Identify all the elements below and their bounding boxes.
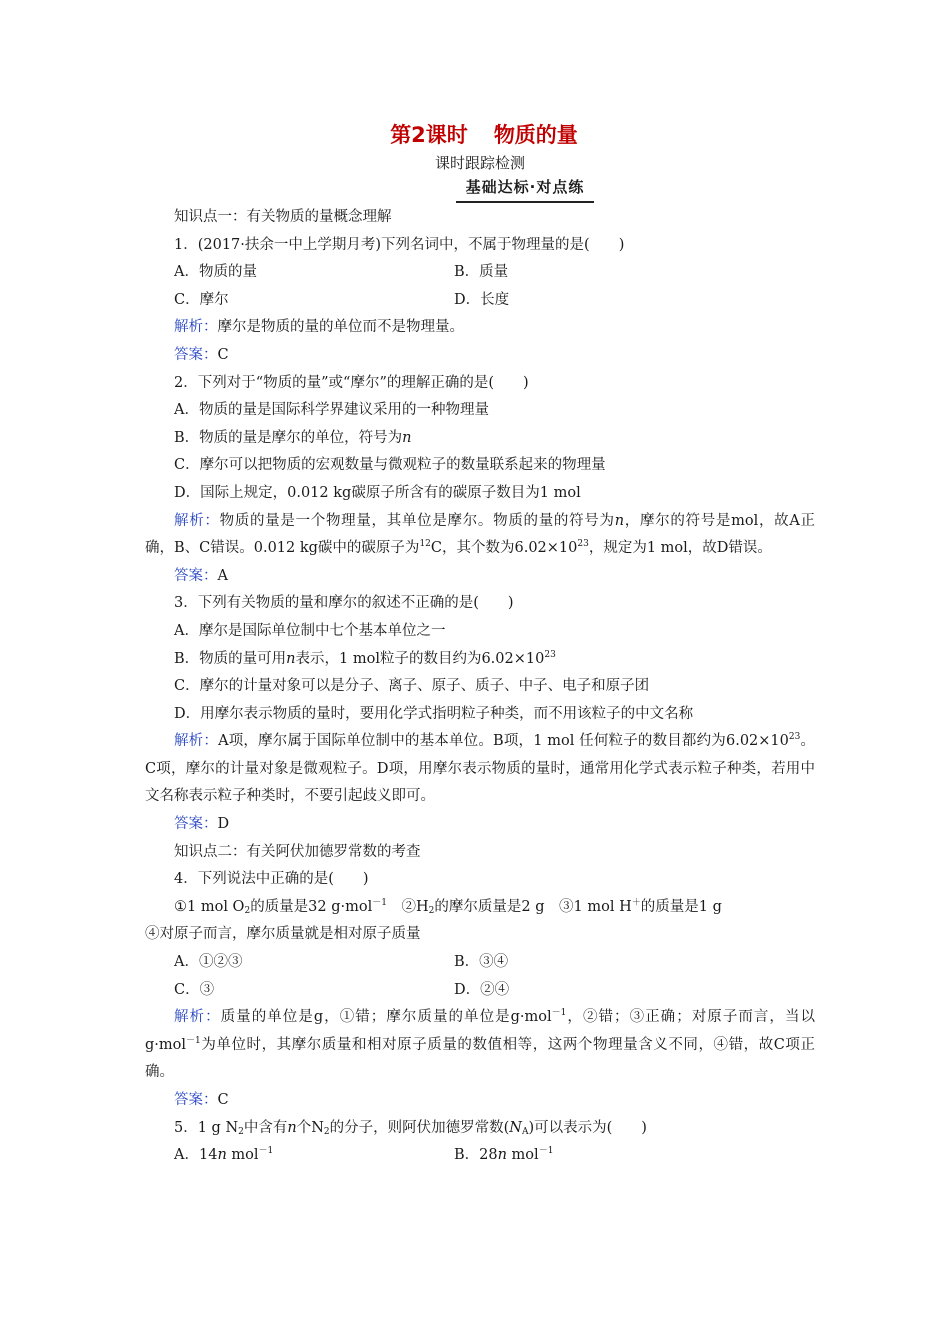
question-2-answer: 答案：A [174, 567, 228, 584]
section-heading [145, 174, 815, 204]
option-d: D．长度 [454, 291, 510, 308]
option-b: B．③④ [454, 954, 509, 971]
explanation-label: 解析： [174, 319, 218, 336]
question-4-answer: 答案：C [174, 1092, 229, 1108]
question-3-explanation: 解析：A项，摩尔属于国际单位制中的基本单位。B项，1 mol 任何粒子的数目都约为$6.02\times 10^{23}$。C项，摩尔的计量对象是微观粒子。D项，用摩尔表示物质的量时，通常用化学式表示粒子种类，若用中文名称表示粒子种类时，不要引起歧义即可。 [145, 732, 816, 805]
question-1-stem: 1．(2017·扶余一中上学期月考)下列名词中，不属于物理量的是( ) [174, 236, 625, 253]
option-c: C．摩尔的计量对象可以是分子、离子、原子、质子、中子、电子和原子团 [174, 678, 650, 695]
question-2-explanation: 解析：物质的量是一个物理量，其单位是摩尔。物质的量的符号为n，摩尔的符号是mol，故A正确，B、C错误。0.012 kg碳中的碳原子为$^{12}$C，其个数为$6.02\times 10^{23}$，规定为1 mol，故D错误。 [145, 512, 816, 557]
explanation-label: 解析： [174, 733, 219, 750]
question-4-options-cd [145, 977, 815, 1005]
question-3-stem: 3．下列有关物质的量和摩尔的叙述不正确的是( ) [174, 595, 514, 612]
answer-label: 答案： [174, 816, 218, 833]
option-c: C．摩尔 [174, 291, 229, 308]
question-4-stem: 4．下列说法中正确的是( ) [174, 871, 369, 888]
option-b: B．质量 [454, 264, 509, 281]
question-4-statements: ①1 mol $O_2$的质量是32 g·mol$^{-1}$ $②H_2$的摩尔质量是2 g ③1 mol H＋的质量是1 g [174, 897, 722, 916]
question-1-explanation: 解析：摩尔是物质的量的单位而不是物理量。 [174, 319, 464, 336]
option-d: D．用摩尔表示物质的量时，要用化学式指明粒子种类，而不用该粒子的中文名称 [174, 705, 694, 722]
explanation-label: 解析： [174, 512, 220, 529]
option-b: B．物质的量可用n表示，1 mol粒子的数目约为$6.02\times 10^{23}$ [174, 649, 556, 667]
option-b: B．物质的量是摩尔的单位，符号为n [174, 429, 412, 446]
option-a: A．摩尔是国际单位制中七个基本单位之一 [174, 622, 446, 639]
knowledge-point-1: 知识点一：有关物质的量概念理解 [174, 209, 392, 225]
question-5-options-ab [145, 1142, 815, 1170]
question-4-statement-4: ④对原子而言，摩尔质量就是相对原子质量 [145, 926, 421, 943]
answer-label: 答案： [174, 346, 218, 363]
document-page [145, 118, 815, 1170]
section-heading-label: 基础达标·对点练 [456, 174, 595, 203]
answer-label: 答案： [174, 1092, 218, 1108]
lesson-number: 第2课时 [390, 123, 468, 147]
question-1-options-cd [145, 287, 815, 315]
option-b: B．28n mol$^{-1}$ [454, 1146, 554, 1164]
lesson-topic: 物质的量 [493, 123, 578, 147]
option-a: A．14n mol$^{-1}$ [174, 1146, 274, 1164]
question-1-answer: 答案：C [174, 346, 229, 363]
answer-label: 答案： [174, 567, 218, 584]
question-4-options-ab [145, 949, 815, 977]
question-3-answer: 答案：D [174, 816, 230, 833]
knowledge-point-2: 知识点二：有关阿伏加德罗常数的考查 [174, 843, 421, 860]
option-d: D．国际上规定，0.012 kg碳原子所含有的碳原子数目为1 mol [174, 484, 581, 501]
option-c: C．③ [174, 981, 215, 998]
lesson-title [153, 118, 815, 152]
option-d: D．②④ [454, 981, 510, 998]
explanation-label: 解析： [174, 1009, 221, 1026]
question-5-stem: 5．1 g $N_2$中含有n个$N_2$的分子，则阿伏加德罗常数$(N_A)$可以表示为( ) [174, 1119, 647, 1137]
option-a: A．物质的量是国际科学界建议采用的一种物理量 [174, 402, 489, 419]
question-1-options-ab [145, 259, 815, 287]
option-c: C．摩尔可以把物质的宏观数量与微观粒子的数量联系起来的物理量 [174, 457, 606, 474]
option-a: A．①②③ [174, 954, 243, 971]
question-2-stem: 2．下列对于“物质的量”或“摩尔”的理解正确的是( ) [174, 374, 529, 391]
question-4-explanation: 解析：质量的单位是g，①错；摩尔质量的单位是g·mol$^{-1}$，②错；③正确；对原子而言，当以g·mol$^{-1}$为单位时，其摩尔质量和相对原子质量的数值相等，这两个物理量含义不同，④错，故C项正确。 [145, 1008, 816, 1081]
option-a: A．物质的量 [174, 264, 257, 281]
lesson-subtitle: 课时跟踪检测 [434, 154, 525, 172]
